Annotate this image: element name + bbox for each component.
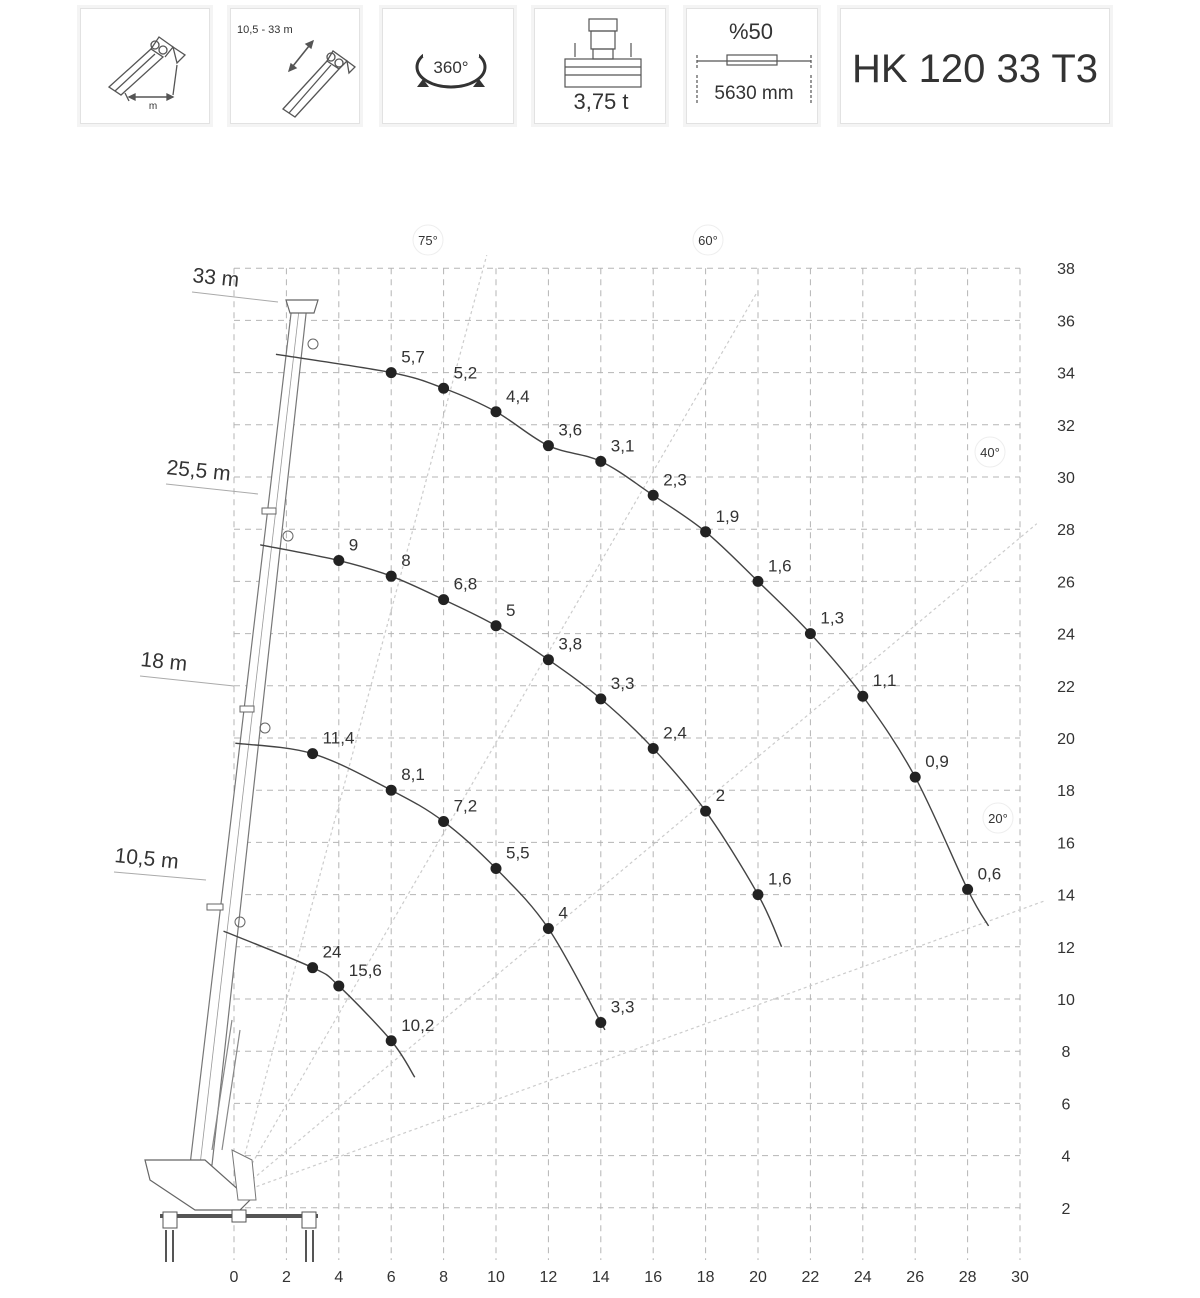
load-point (700, 806, 711, 817)
load-value-label: 2,3 (663, 470, 687, 490)
x-tick-label: 12 (539, 1269, 558, 1286)
load-point (543, 654, 554, 665)
y-tick-label: 36 (1057, 313, 1075, 331)
load-point (595, 693, 606, 704)
y-tick-label: 34 (1057, 365, 1075, 383)
boom-length-text: 33 m (191, 264, 241, 292)
load-point (386, 571, 397, 582)
boom-length-text: 25,5 m (165, 456, 232, 486)
load-value-label: 3,3 (610, 997, 635, 1017)
load-value-label: 6,8 (453, 574, 478, 594)
boom-length-text: 10,5 m (113, 844, 180, 874)
y-tick-label: 10 (1057, 992, 1075, 1009)
load-point (333, 980, 344, 991)
boom-length-text: 18 m (139, 648, 189, 676)
load-value-label: 24 (322, 942, 342, 962)
load-point (753, 576, 764, 587)
y-tick-label: 2 (1061, 1200, 1071, 1218)
load-point (595, 1017, 606, 1028)
y-tick-label: 22 (1057, 678, 1075, 696)
load-point (438, 383, 449, 394)
load-value-label: 0,9 (925, 752, 949, 772)
y-tick-label: 26 (1057, 574, 1075, 592)
load-point (543, 440, 554, 451)
boom-length-label (165, 456, 231, 486)
boom-length-label (113, 844, 179, 874)
angle-lines (234, 225, 1046, 1195)
load-value-label: 1,3 (820, 608, 845, 628)
x-tick-label: 8 (439, 1269, 449, 1286)
load-point (910, 772, 921, 783)
x-tick-label: 0 (229, 1269, 239, 1286)
load-point (595, 456, 606, 467)
y-tick-label: 4 (1061, 1148, 1071, 1166)
x-tick-label: 20 (749, 1269, 767, 1286)
outrigger-span-label: 5630 mm (714, 83, 794, 104)
load-point (491, 863, 502, 874)
boom-length-label (191, 264, 240, 292)
y-tick-label: 12 (1057, 939, 1075, 957)
load-value-label: 9 (348, 535, 359, 555)
x-tick-label: 28 (958, 1269, 977, 1286)
load-point (700, 526, 711, 537)
x-tick-label: 14 (591, 1269, 610, 1286)
x-tick-label: 30 (1011, 1269, 1029, 1286)
boom-range-label: 10,5 - 33 m (237, 24, 293, 36)
load-point (491, 406, 502, 417)
load-value-label: 11,4 (322, 728, 355, 748)
y-tick-label: 8 (1061, 1044, 1071, 1062)
x-tick-label: 22 (801, 1269, 820, 1286)
load-point (491, 620, 502, 631)
y-tick-label: 30 (1057, 470, 1075, 487)
load-point (333, 555, 344, 566)
load-value-label: 2,4 (663, 723, 687, 743)
load-point (648, 743, 659, 754)
load-value-label: 8 (401, 551, 411, 571)
y-tick-label: 28 (1057, 522, 1075, 540)
load-point (962, 884, 973, 895)
y-tick-label: 38 (1057, 261, 1075, 279)
load-value-label: 3,8 (558, 634, 583, 654)
angle-line-75 (234, 255, 487, 1195)
y-tick-label: 6 (1061, 1096, 1071, 1114)
boom-length-leader (114, 872, 206, 880)
load-value-label: 0,6 (977, 864, 1002, 884)
load-value-label: 1,1 (872, 671, 897, 691)
load-value-label: 7,2 (453, 796, 478, 816)
y-tick-label: 24 (1057, 626, 1075, 644)
load-curve (235, 743, 604, 1029)
crane-drawing (145, 300, 318, 1262)
load-value-label: 5,7 (401, 347, 425, 367)
load-point (543, 923, 554, 934)
axis-ticks (230, 261, 1075, 1286)
load-curve (224, 931, 415, 1077)
load-point (805, 628, 816, 639)
x-tick-label: 24 (853, 1269, 872, 1286)
x-tick-label: 4 (334, 1269, 344, 1286)
boom-length-leader (140, 676, 234, 686)
x-tick-label: 18 (696, 1269, 715, 1286)
load-value-label: 2 (715, 786, 726, 806)
load-point (307, 962, 318, 973)
x-tick-label: 10 (487, 1269, 505, 1286)
load-value-label: 8,1 (401, 765, 425, 785)
angle-label: 20° (988, 811, 1008, 826)
load-points (307, 348, 1001, 1047)
x-tick-label: 16 (644, 1269, 663, 1286)
load-value-label: 1,6 (768, 556, 792, 576)
load-value-label: 1,6 (768, 869, 792, 889)
load-value-label: 1,9 (715, 506, 740, 526)
load-point (386, 1035, 397, 1046)
x-tick-label: 26 (906, 1269, 925, 1286)
y-tick-label: 32 (1057, 417, 1075, 435)
y-tick-label: 14 (1057, 887, 1075, 905)
boom-length-leader (192, 292, 278, 302)
boom-head-icon (286, 300, 318, 313)
x-tick-label: 6 (386, 1269, 396, 1286)
capacity-label: 3,75 t (573, 89, 629, 114)
boom-length-leader (166, 484, 258, 494)
model-name: HK 120 33 T3 (851, 47, 1099, 91)
load-point (386, 785, 397, 796)
load-point (753, 889, 764, 900)
angle-label: 60° (698, 233, 718, 248)
load-value-label: 3,1 (610, 436, 635, 456)
load-value-label: 4 (558, 903, 568, 923)
y-tick-label: 20 (1057, 731, 1075, 748)
radius-unit-label: m (148, 101, 158, 112)
y-tick-label: 16 (1057, 835, 1075, 853)
load-value-label: 5,5 (506, 843, 530, 863)
load-value-label: 3,6 (558, 420, 583, 440)
load-value-label: 10,2 (401, 1015, 435, 1035)
load-point (438, 816, 449, 827)
load-point (438, 594, 449, 605)
chart-grid (234, 268, 1020, 1260)
angle-line-40 (234, 524, 1037, 1195)
boom-length-label (139, 648, 188, 676)
load-point (307, 748, 318, 759)
y-tick-label: 18 (1057, 783, 1075, 801)
load-value-label: 3,3 (610, 673, 635, 693)
outrigger-percent-label: %50 (728, 19, 774, 44)
load-point (648, 490, 659, 501)
load-value-label: 5,2 (453, 363, 478, 383)
angle-label: 75° (418, 233, 438, 248)
load-value-label: 5 (506, 600, 516, 620)
angle-line-20 (234, 900, 1046, 1194)
load-value-label: 15,6 (348, 960, 382, 980)
load-value-label: 4,4 (506, 386, 530, 406)
angle-label: 40° (980, 445, 1000, 460)
load-point (857, 691, 868, 702)
load-point (386, 367, 397, 378)
x-tick-label: 2 (281, 1269, 291, 1286)
rotation-label: 360° (433, 58, 469, 77)
